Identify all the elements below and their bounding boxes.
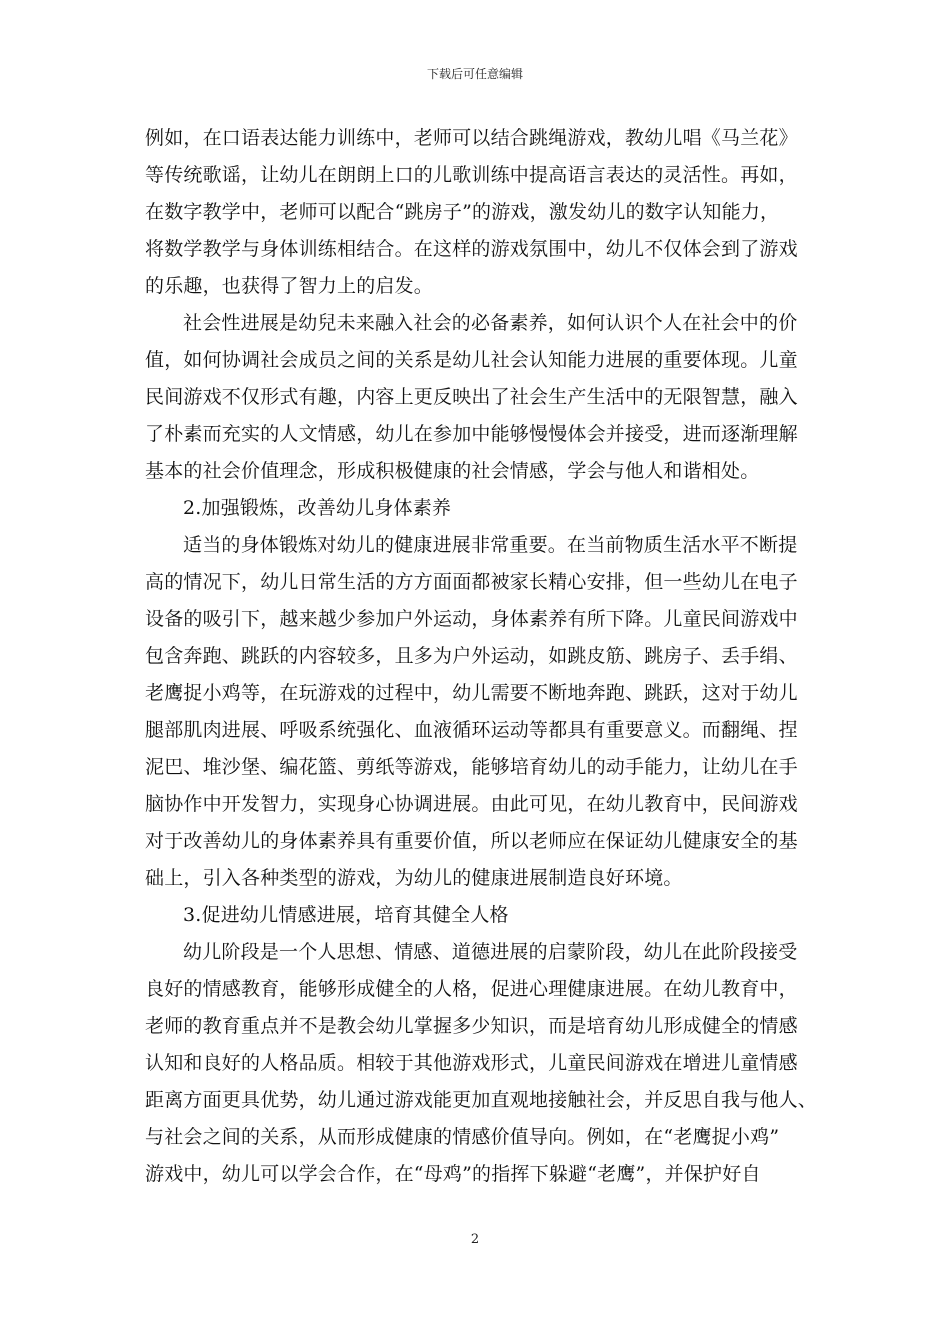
- text-line: 腿部肌肉进展、呼吸系统强化、血液循环运动等都具有重要意义。而翻绳、捏: [145, 719, 798, 741]
- text-line: 包含奔跑、跳跃的内容较多，且多为户外运动，如跳皮筋、跳房子、丢手绢、: [145, 645, 798, 667]
- text-line: 对于改善幼儿的身体素养具有重要价值，所以老师应在保证幼儿健康安全的基: [145, 830, 798, 852]
- text-line: 与社会之间的关系，从而形成健康的情感价值导向。例如，在“老鹰捉小鸡”: [145, 1126, 780, 1148]
- text-line: 等传统歌谣，让幼儿在朗朗上口的儿歌训练中提高语言表达的灵活性。再如，: [145, 164, 798, 186]
- text-line: 认知和良好的人格品质。相较于其他游戏形式，儿童民间游戏在增进儿童情感: [145, 1052, 798, 1074]
- text-line: 民间游戏不仅形式有趣，内容上更反映出了社会生产生活中的无限智慧，融入: [145, 386, 798, 408]
- text-line: 例如，在口语表达能力训练中，老师可以结合跳绳游戏，教幼儿唱《马兰花》: [145, 127, 798, 149]
- text-line: 游戏中，幼儿可以学会合作，在“母鸡”的指挥下躲避“老鹰”，并保护好自: [145, 1163, 761, 1185]
- text-line: 在数字教学中，老师可以配合“跳房子”的游戏，激发幼儿的数字认知能力，: [145, 201, 780, 223]
- text-line: 幼儿阶段是一个人思想、情感、道德进展的启蒙阶段，幼儿在此阶段接受: [183, 941, 798, 963]
- text-line: 2.加强锻炼，改善幼儿身体素养: [183, 497, 452, 519]
- text-line: 的乐趣，也获得了智力上的启发。: [145, 275, 434, 297]
- text-line: 了朴素而充实的人文情感，幼儿在参加中能够慢慢体会并接受，进而逐渐理解: [145, 423, 798, 445]
- text-line: 值，如何协调社会成员之间的关系是幼儿社会认知能力进展的重要体现。儿童: [145, 349, 798, 371]
- text-line: 泥巴、堆沙堡、编花篮、剪纸等游戏，能够培育幼儿的动手能力，让幼儿在手: [145, 756, 798, 778]
- text-line: 距离方面更具优势，幼儿通过游戏能更加直观地接触社会，并反思自我与他人、: [145, 1089, 818, 1111]
- text-line: 社会性进展是幼兒未来融入社会的必备素养，如何认识个人在社会中的价: [183, 312, 798, 334]
- text-line: 良好的情感教育，能够形成健全的人格，促进心理健康进展。在幼儿教育中，: [145, 978, 798, 1000]
- text-line: 老师的教育重点并不是教会幼儿掌握多少知识，而是培育幼儿形成健全的情感: [145, 1015, 798, 1037]
- text-line: 适当的身体锻炼对幼儿的健康进展非常重要。在当前物质生活水平不断提: [183, 534, 798, 556]
- text-line: 将数学教学与身体训练相结合。在这样的游戏氛围中，幼儿不仅体会到了游戏: [145, 238, 798, 260]
- document-body: [145, 120, 818, 1193]
- text-line: 础上，引入各种类型的游戏，为幼儿的健康进展制造良好环境。: [145, 867, 683, 889]
- text-line: 老鹰捉小鸡等，在玩游戏的过程中，幼儿需要不断地奔跑、跳跃，这对于幼儿: [145, 682, 798, 704]
- text-line: 设备的吸引下，越来越少参加户外运动，身体素养有所下降。儿童民间游戏中: [145, 608, 798, 630]
- text-line: 3.促进幼儿情感进展，培育其健全人格: [183, 904, 509, 926]
- text-line: 高的情况下，幼儿日常生活的方方面面都被家长精心安排，但一些幼儿在电子: [145, 571, 798, 593]
- header-note: 下载后可任意编辑: [426, 67, 523, 81]
- page-number: 2: [470, 1232, 480, 1247]
- text-line: 基本的社会价值理念，形成积极健康的社会情感，学会与他人和谐相处。: [145, 460, 760, 482]
- text-line: 脑协作中开发智力，实现身心协调进展。由此可见，在幼儿教育中，民间游戏: [145, 793, 798, 815]
